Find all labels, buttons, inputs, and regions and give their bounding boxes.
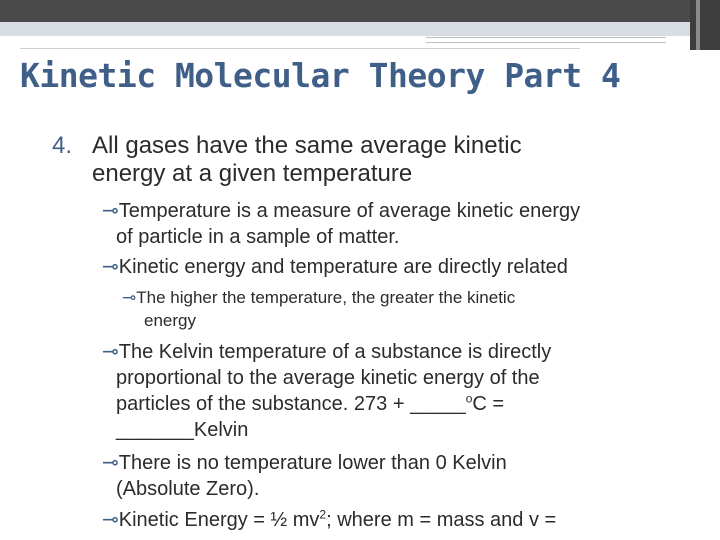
point-line-2: energy at a given temperature bbox=[92, 160, 413, 187]
sub-bullet-text: The higher the temperature, the greater the kinetic bbox=[136, 288, 516, 307]
title-rule bbox=[20, 48, 580, 49]
bullet-text: The Kelvin temperature of a substance is directly bbox=[118, 341, 552, 363]
sub-bullet-text-cont: energy bbox=[144, 311, 196, 330]
main-point bbox=[52, 132, 652, 188]
slide-title: Kinetic Molecular Theory Part 4 bbox=[20, 56, 621, 95]
bullet-item bbox=[102, 450, 507, 502]
corner-decoration bbox=[690, 0, 720, 50]
bullet-text-end: ; where m = mass and v = bbox=[326, 509, 557, 531]
wing-bullet-icon: ⊸ bbox=[102, 452, 119, 474]
bullet-text-cont bbox=[102, 391, 551, 417]
bullet-text-cont: proportional to the average kinetic energy of the bbox=[116, 367, 540, 389]
formula-text-end: C = bbox=[472, 393, 505, 415]
bullet-text: Kinetic Energy = ½ mv bbox=[118, 509, 320, 531]
point-line-1: All gases have the same average kinetic bbox=[92, 132, 522, 159]
bullet-item bbox=[102, 339, 551, 443]
formula-text: particles of the substance. 273 + _____ bbox=[116, 393, 466, 415]
bullet-item bbox=[102, 198, 580, 250]
top-stripe-lines bbox=[426, 37, 666, 43]
wing-bullet-icon: ⊸ bbox=[102, 341, 119, 363]
bullet-text: Temperature is a measure of average kinetic energy bbox=[118, 200, 581, 222]
bullet-text: Kinetic energy and temperature are directly related bbox=[118, 256, 568, 278]
point-number: 4. bbox=[52, 132, 73, 159]
top-decorative-bar bbox=[0, 0, 720, 22]
squared-sup: 2 bbox=[319, 507, 327, 522]
wing-bullet-icon: ⊸ bbox=[102, 256, 119, 278]
bullet-text-cont: of particle in a sample of matter. bbox=[116, 226, 400, 248]
top-stripe bbox=[0, 22, 700, 36]
bullet-text: There is no temperature lower than 0 Kelvin bbox=[118, 452, 507, 474]
wing-bullet-icon: ⊸ bbox=[102, 200, 119, 222]
degree-sup: o bbox=[465, 391, 473, 406]
bullet-item bbox=[102, 254, 568, 280]
wing-bullet-icon: ⊸ bbox=[102, 509, 119, 531]
bullet-text-cont: (Absolute Zero). bbox=[116, 478, 260, 500]
bullet-item bbox=[102, 507, 556, 533]
sub-bullet-item bbox=[122, 286, 515, 332]
bullet-text-cont: _______Kelvin bbox=[116, 419, 249, 441]
wing-bullet-icon: ⊸ bbox=[122, 288, 137, 307]
